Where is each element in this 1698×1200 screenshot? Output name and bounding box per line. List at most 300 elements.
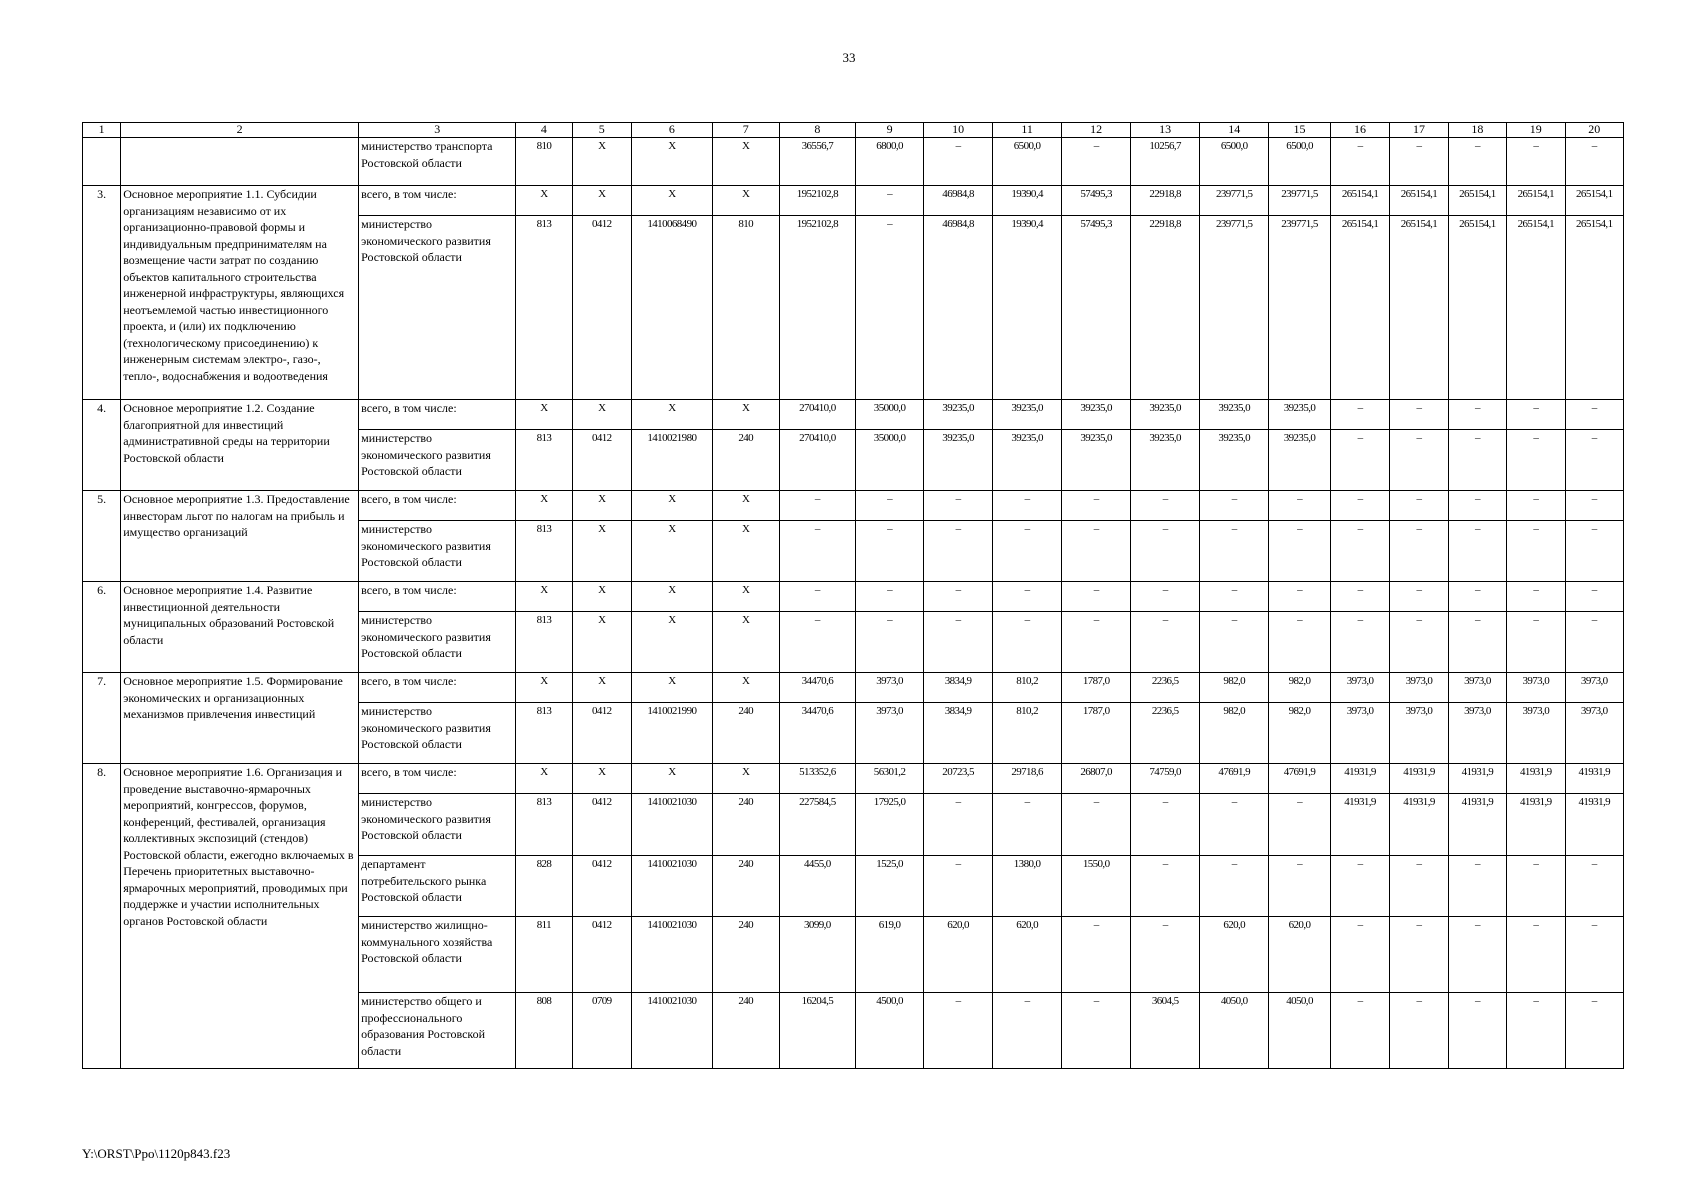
value-cell: 813 bbox=[516, 794, 572, 856]
value-cell: 19390,4 bbox=[993, 186, 1062, 216]
value-cell: 26807,0 bbox=[1062, 764, 1131, 794]
value-cell: 3973,0 bbox=[1390, 673, 1448, 703]
value-cell: X bbox=[572, 400, 631, 430]
value-cell: 828 bbox=[516, 856, 572, 917]
value-cell: – bbox=[1390, 138, 1448, 186]
value-cell: – bbox=[924, 856, 993, 917]
value-cell: – bbox=[1062, 612, 1131, 673]
value-cell: 1410021980 bbox=[632, 430, 713, 491]
value-cell: – bbox=[1448, 582, 1506, 612]
value-cell: – bbox=[1448, 400, 1506, 430]
value-cell: 46984,8 bbox=[924, 216, 993, 400]
value-cell: 239771,5 bbox=[1200, 216, 1269, 400]
value-cell: 4050,0 bbox=[1269, 993, 1331, 1069]
value-cell: – bbox=[1448, 138, 1506, 186]
value-cell: – bbox=[1131, 917, 1200, 993]
value-cell: – bbox=[1062, 794, 1131, 856]
value-cell: – bbox=[1062, 521, 1131, 582]
activity-name: Основное мероприятие 1.6. Организация и проведение выставочно-ярмарочных мероприятий, конгрессов, форумов, конференций, фестивалей, организация коллективных экспозиций (стендов) Ростовской области, ежегодно включаемых в Перечень приоритетных выставочно-ярмарочных мероприятий, проводимых при поддержке и участии исполнительных органов Ростовской области bbox=[121, 764, 359, 1069]
header-cell: 17 bbox=[1390, 123, 1448, 138]
value-cell: – bbox=[1565, 400, 1624, 430]
value-cell: – bbox=[1062, 582, 1131, 612]
row-index: 3. bbox=[83, 186, 121, 400]
value-cell: X bbox=[712, 491, 779, 521]
value-cell: 240 bbox=[712, 703, 779, 764]
value-cell: – bbox=[1390, 400, 1448, 430]
value-cell: 265154,1 bbox=[1330, 216, 1389, 400]
value-cell: 4050,0 bbox=[1200, 993, 1269, 1069]
value-cell: 39235,0 bbox=[1200, 430, 1269, 491]
value-cell: 56301,2 bbox=[856, 764, 924, 794]
value-cell: X bbox=[632, 400, 713, 430]
value-cell: X bbox=[516, 764, 572, 794]
table-row bbox=[83, 673, 1624, 703]
value-cell: 1410021030 bbox=[632, 917, 713, 993]
value-cell: 813 bbox=[516, 521, 572, 582]
row-index: 4. bbox=[83, 400, 121, 491]
value-cell: – bbox=[1448, 917, 1506, 993]
value-cell: X bbox=[516, 400, 572, 430]
value-cell: – bbox=[1062, 993, 1131, 1069]
value-cell: 813 bbox=[516, 703, 572, 764]
value-cell: 57495,3 bbox=[1062, 186, 1131, 216]
value-cell: X bbox=[632, 764, 713, 794]
header-cell: 2 bbox=[121, 123, 359, 138]
value-cell: 982,0 bbox=[1269, 673, 1331, 703]
value-cell: 34470,6 bbox=[779, 703, 855, 764]
value-cell: 3973,0 bbox=[1330, 673, 1389, 703]
value-cell: 29718,6 bbox=[993, 764, 1062, 794]
value-cell: 3099,0 bbox=[779, 917, 855, 993]
value-cell: 3834,9 bbox=[924, 703, 993, 764]
activity-name: Основное мероприятие 1.2. Создание благоприятной для инвестиций административной среды на территории Ростовской области bbox=[121, 400, 359, 491]
value-cell: – bbox=[1390, 430, 1448, 491]
value-cell: 620,0 bbox=[1200, 917, 1269, 993]
responsible-executor: министерство экономического развития Ростовской области bbox=[359, 794, 516, 856]
value-cell: 808 bbox=[516, 993, 572, 1069]
file-path-footer: Y:\ORST\Ppo\1120p843.f23 bbox=[82, 1146, 231, 1161]
responsible-executor: всего, в том числе: bbox=[359, 764, 516, 794]
value-cell: 239771,5 bbox=[1269, 216, 1331, 400]
value-cell: – bbox=[1330, 917, 1389, 993]
value-cell: 35000,0 bbox=[856, 430, 924, 491]
value-cell: – bbox=[1507, 582, 1565, 612]
value-cell: – bbox=[1448, 430, 1506, 491]
value-cell: X bbox=[516, 186, 572, 216]
value-cell: 1787,0 bbox=[1062, 703, 1131, 764]
responsible-executor: департамент потребительского рынка Ростовской области bbox=[359, 856, 516, 917]
value-cell: – bbox=[1330, 400, 1389, 430]
value-cell: – bbox=[993, 521, 1062, 582]
value-cell: – bbox=[1131, 491, 1200, 521]
value-cell: 20723,5 bbox=[924, 764, 993, 794]
value-cell: 265154,1 bbox=[1507, 216, 1565, 400]
header-cell: 14 bbox=[1200, 123, 1269, 138]
value-cell: – bbox=[1448, 521, 1506, 582]
value-cell: 6500,0 bbox=[993, 138, 1062, 186]
value-cell: 3973,0 bbox=[856, 673, 924, 703]
value-cell: 239771,5 bbox=[1269, 186, 1331, 216]
value-cell: 619,0 bbox=[856, 917, 924, 993]
value-cell: – bbox=[1269, 856, 1331, 917]
value-cell: 813 bbox=[516, 216, 572, 400]
value-cell: 3973,0 bbox=[856, 703, 924, 764]
value-cell: 240 bbox=[712, 993, 779, 1069]
value-cell: 1410021030 bbox=[632, 856, 713, 917]
value-cell: – bbox=[1390, 917, 1448, 993]
value-cell: X bbox=[712, 186, 779, 216]
value-cell: 41931,9 bbox=[1448, 764, 1506, 794]
value-cell: – bbox=[924, 138, 993, 186]
value-cell: 39235,0 bbox=[1269, 400, 1331, 430]
value-cell: 3973,0 bbox=[1390, 703, 1448, 764]
value-cell: – bbox=[1330, 521, 1389, 582]
header-cell: 6 bbox=[632, 123, 713, 138]
value-cell: – bbox=[1062, 917, 1131, 993]
value-cell: – bbox=[993, 612, 1062, 673]
value-cell: 265154,1 bbox=[1565, 186, 1624, 216]
value-cell: 3973,0 bbox=[1330, 703, 1389, 764]
value-cell: – bbox=[1565, 430, 1624, 491]
value-cell: 41931,9 bbox=[1565, 764, 1624, 794]
value-cell: 3973,0 bbox=[1448, 703, 1506, 764]
activity-name: Основное мероприятие 1.5. Формирование экономических и организационных механизмов привлечения инвестиций bbox=[121, 673, 359, 764]
value-cell: – bbox=[1507, 917, 1565, 993]
value-cell: X bbox=[712, 521, 779, 582]
value-cell: – bbox=[1330, 612, 1389, 673]
value-cell: – bbox=[1269, 794, 1331, 856]
value-cell: – bbox=[1390, 993, 1448, 1069]
row-index: 5. bbox=[83, 491, 121, 582]
value-cell: X bbox=[712, 612, 779, 673]
value-cell: – bbox=[993, 993, 1062, 1069]
value-cell: 265154,1 bbox=[1330, 186, 1389, 216]
responsible-executor: министерство жилищно-коммунального хозяйства Ростовской области bbox=[359, 917, 516, 993]
value-cell: 3973,0 bbox=[1565, 703, 1624, 764]
table-row bbox=[83, 582, 1624, 612]
value-cell: 17925,0 bbox=[856, 794, 924, 856]
responsible-executor: министерство экономического развития Ростовской области bbox=[359, 703, 516, 764]
value-cell: 3973,0 bbox=[1507, 673, 1565, 703]
activity-name: Основное мероприятие 1.1. Субсидии организациям независимо от их организационно-правовой формы и индивидуальным предпринимателям на возмещение части затрат по созданию объектов капитального строительства инженерной инфраструктуры, являющихся неотъемлемой частью инвестиционного проекта, и (или) их подключению (технологическому присоединению) к инженерным системам электро-, газо-, тепло-, водоснабжения и водоотведения bbox=[121, 186, 359, 400]
value-cell: 0412 bbox=[572, 430, 631, 491]
value-cell: X bbox=[572, 764, 631, 794]
value-cell: 240 bbox=[712, 794, 779, 856]
value-cell: – bbox=[1390, 612, 1448, 673]
value-cell: 41931,9 bbox=[1390, 794, 1448, 856]
value-cell: – bbox=[1131, 521, 1200, 582]
value-cell: X bbox=[712, 764, 779, 794]
value-cell: X bbox=[572, 138, 631, 186]
value-cell: X bbox=[516, 673, 572, 703]
value-cell: – bbox=[1507, 993, 1565, 1069]
row-index: 6. bbox=[83, 582, 121, 673]
value-cell: 810,2 bbox=[993, 703, 1062, 764]
value-cell: – bbox=[1269, 521, 1331, 582]
value-cell: – bbox=[779, 612, 855, 673]
value-cell: 3604,5 bbox=[1131, 993, 1200, 1069]
value-cell: 22918,8 bbox=[1131, 216, 1200, 400]
value-cell: 1410068490 bbox=[632, 216, 713, 400]
header-cell: 11 bbox=[993, 123, 1062, 138]
value-cell: X bbox=[572, 186, 631, 216]
value-cell: – bbox=[856, 582, 924, 612]
value-cell: 39235,0 bbox=[993, 430, 1062, 491]
value-cell: 4455,0 bbox=[779, 856, 855, 917]
value-cell: X bbox=[712, 138, 779, 186]
table-row bbox=[83, 138, 1624, 186]
value-cell: 265154,1 bbox=[1390, 186, 1448, 216]
value-cell: – bbox=[1330, 582, 1389, 612]
value-cell: – bbox=[1200, 491, 1269, 521]
value-cell: – bbox=[1131, 612, 1200, 673]
value-cell: 513352,6 bbox=[779, 764, 855, 794]
value-cell: 620,0 bbox=[1269, 917, 1331, 993]
value-cell: – bbox=[1390, 582, 1448, 612]
value-cell: 1380,0 bbox=[993, 856, 1062, 917]
value-cell: 3973,0 bbox=[1565, 673, 1624, 703]
value-cell: 620,0 bbox=[993, 917, 1062, 993]
value-cell: 47691,9 bbox=[1269, 764, 1331, 794]
value-cell: – bbox=[1330, 491, 1389, 521]
header-cell: 5 bbox=[572, 123, 631, 138]
value-cell: – bbox=[1269, 612, 1331, 673]
value-cell: – bbox=[856, 491, 924, 521]
budget-table bbox=[82, 122, 1624, 1069]
value-cell: X bbox=[632, 491, 713, 521]
value-cell: 34470,6 bbox=[779, 673, 855, 703]
value-cell: – bbox=[924, 521, 993, 582]
value-cell: – bbox=[856, 521, 924, 582]
value-cell: – bbox=[856, 612, 924, 673]
value-cell: – bbox=[1565, 491, 1624, 521]
value-cell: – bbox=[1131, 856, 1200, 917]
value-cell: – bbox=[1390, 521, 1448, 582]
value-cell: – bbox=[1507, 612, 1565, 673]
value-cell: 41931,9 bbox=[1448, 794, 1506, 856]
value-cell: 2236,5 bbox=[1131, 673, 1200, 703]
activity-name bbox=[121, 138, 359, 186]
value-cell: 39235,0 bbox=[1062, 400, 1131, 430]
value-cell: – bbox=[1507, 491, 1565, 521]
responsible-executor: министерство экономического развития Ростовской области bbox=[359, 612, 516, 673]
value-cell: 19390,4 bbox=[993, 216, 1062, 400]
responsible-executor: министерство экономического развития Ростовской области bbox=[359, 521, 516, 582]
value-cell: X bbox=[572, 612, 631, 673]
value-cell: – bbox=[1448, 612, 1506, 673]
value-cell: 265154,1 bbox=[1448, 216, 1506, 400]
table-row bbox=[83, 491, 1624, 521]
value-cell: – bbox=[856, 186, 924, 216]
value-cell: 1410021030 bbox=[632, 993, 713, 1069]
value-cell: 3834,9 bbox=[924, 673, 993, 703]
value-cell: 1952102,8 bbox=[779, 216, 855, 400]
value-cell: – bbox=[1565, 917, 1624, 993]
value-cell: X bbox=[572, 521, 631, 582]
value-cell: – bbox=[1565, 582, 1624, 612]
value-cell: 270410,0 bbox=[779, 400, 855, 430]
value-cell: X bbox=[712, 673, 779, 703]
value-cell: – bbox=[1565, 856, 1624, 917]
table-row bbox=[83, 186, 1624, 216]
value-cell: 1550,0 bbox=[1062, 856, 1131, 917]
value-cell: – bbox=[1131, 794, 1200, 856]
value-cell: 39235,0 bbox=[1131, 430, 1200, 491]
responsible-executor: всего, в том числе: bbox=[359, 582, 516, 612]
value-cell: 10256,7 bbox=[1131, 138, 1200, 186]
value-cell: 0412 bbox=[572, 856, 631, 917]
value-cell: 810,2 bbox=[993, 673, 1062, 703]
responsible-executor: министерство экономического развития Ростовской области bbox=[359, 430, 516, 491]
value-cell: 41931,9 bbox=[1507, 794, 1565, 856]
value-cell: – bbox=[1062, 138, 1131, 186]
header-cell: 20 bbox=[1565, 123, 1624, 138]
responsible-executor: министерство общего и профессионального образования Ростовской области bbox=[359, 993, 516, 1069]
value-cell: – bbox=[1507, 856, 1565, 917]
value-cell: X bbox=[632, 582, 713, 612]
value-cell: 265154,1 bbox=[1507, 186, 1565, 216]
header-cell: 7 bbox=[712, 123, 779, 138]
header-cell: 15 bbox=[1269, 123, 1331, 138]
value-cell: – bbox=[1507, 138, 1565, 186]
value-cell: 811 bbox=[516, 917, 572, 993]
value-cell: – bbox=[993, 582, 1062, 612]
value-cell: X bbox=[516, 491, 572, 521]
value-cell: 0412 bbox=[572, 703, 631, 764]
header-cell: 18 bbox=[1448, 123, 1506, 138]
value-cell: 57495,3 bbox=[1062, 216, 1131, 400]
header-cell: 16 bbox=[1330, 123, 1389, 138]
value-cell: 240 bbox=[712, 917, 779, 993]
value-cell: – bbox=[924, 794, 993, 856]
table-row bbox=[83, 764, 1624, 794]
value-cell: – bbox=[1330, 430, 1389, 491]
value-cell: X bbox=[632, 138, 713, 186]
value-cell: 47691,9 bbox=[1200, 764, 1269, 794]
value-cell: – bbox=[1200, 582, 1269, 612]
value-cell: 0412 bbox=[572, 917, 631, 993]
value-cell: 39235,0 bbox=[993, 400, 1062, 430]
value-cell: – bbox=[779, 491, 855, 521]
value-cell: X bbox=[712, 400, 779, 430]
header-cell: 3 bbox=[359, 123, 516, 138]
value-cell: X bbox=[572, 582, 631, 612]
header-cell: 8 bbox=[779, 123, 855, 138]
value-cell: – bbox=[1565, 521, 1624, 582]
value-cell: – bbox=[993, 794, 1062, 856]
value-cell: 240 bbox=[712, 430, 779, 491]
value-cell: X bbox=[632, 186, 713, 216]
row-index: 7. bbox=[83, 673, 121, 764]
value-cell: – bbox=[1200, 521, 1269, 582]
value-cell: – bbox=[1507, 430, 1565, 491]
value-cell: – bbox=[1200, 856, 1269, 917]
value-cell: 41931,9 bbox=[1330, 794, 1389, 856]
row-index bbox=[83, 138, 121, 186]
value-cell: – bbox=[1200, 612, 1269, 673]
value-cell: 22918,8 bbox=[1131, 186, 1200, 216]
responsible-executor: министерство экономического развития Ростовской области bbox=[359, 216, 516, 400]
row-index: 8. bbox=[83, 764, 121, 1069]
value-cell: 982,0 bbox=[1200, 703, 1269, 764]
value-cell: 39235,0 bbox=[1200, 400, 1269, 430]
value-cell: – bbox=[1131, 582, 1200, 612]
value-cell: – bbox=[1507, 521, 1565, 582]
value-cell: 16204,5 bbox=[779, 993, 855, 1069]
value-cell: – bbox=[924, 491, 993, 521]
header-cell: 12 bbox=[1062, 123, 1131, 138]
value-cell: 0709 bbox=[572, 993, 631, 1069]
value-cell: – bbox=[1200, 794, 1269, 856]
header-cell: 1 bbox=[83, 123, 121, 138]
responsible-executor: всего, в том числе: bbox=[359, 673, 516, 703]
value-cell: 813 bbox=[516, 612, 572, 673]
responsible-executor: всего, в том числе: bbox=[359, 491, 516, 521]
value-cell: – bbox=[1269, 491, 1331, 521]
value-cell: 0412 bbox=[572, 794, 631, 856]
value-cell: – bbox=[1062, 491, 1131, 521]
header-cell: 4 bbox=[516, 123, 572, 138]
responsible-executor: всего, в том числе: bbox=[359, 400, 516, 430]
value-cell: 265154,1 bbox=[1565, 216, 1624, 400]
value-cell: – bbox=[779, 582, 855, 612]
value-cell: – bbox=[1448, 856, 1506, 917]
value-cell: 3973,0 bbox=[1507, 703, 1565, 764]
value-cell: – bbox=[993, 491, 1062, 521]
value-cell: X bbox=[632, 612, 713, 673]
value-cell: 6500,0 bbox=[1200, 138, 1269, 186]
value-cell: – bbox=[1269, 582, 1331, 612]
value-cell: 265154,1 bbox=[1448, 186, 1506, 216]
value-cell: 39235,0 bbox=[1131, 400, 1200, 430]
value-cell: 982,0 bbox=[1200, 673, 1269, 703]
header-cell: 13 bbox=[1131, 123, 1200, 138]
value-cell: – bbox=[1330, 993, 1389, 1069]
activity-name: Основное мероприятие 1.3. Предоставление инвесторам льгот по налогам на прибыль и имущество организаций bbox=[121, 491, 359, 582]
value-cell: X bbox=[572, 673, 631, 703]
value-cell: – bbox=[1565, 612, 1624, 673]
value-cell: 41931,9 bbox=[1565, 794, 1624, 856]
value-cell: 41931,9 bbox=[1507, 764, 1565, 794]
value-cell: 1410021990 bbox=[632, 703, 713, 764]
value-cell: 39235,0 bbox=[924, 400, 993, 430]
value-cell: 39235,0 bbox=[1269, 430, 1331, 491]
value-cell: X bbox=[632, 521, 713, 582]
value-cell: 620,0 bbox=[924, 917, 993, 993]
value-cell: 270410,0 bbox=[779, 430, 855, 491]
value-cell: – bbox=[856, 216, 924, 400]
value-cell: 41931,9 bbox=[1390, 764, 1448, 794]
value-cell: – bbox=[1448, 993, 1506, 1069]
value-cell: 6500,0 bbox=[1269, 138, 1331, 186]
value-cell: 265154,1 bbox=[1390, 216, 1448, 400]
value-cell: 2236,5 bbox=[1131, 703, 1200, 764]
value-cell: 0412 bbox=[572, 216, 631, 400]
value-cell: – bbox=[1565, 138, 1624, 186]
value-cell: 4500,0 bbox=[856, 993, 924, 1069]
header-cell: 19 bbox=[1507, 123, 1565, 138]
value-cell: 35000,0 bbox=[856, 400, 924, 430]
value-cell: 1787,0 bbox=[1062, 673, 1131, 703]
value-cell: – bbox=[1390, 491, 1448, 521]
value-cell: 813 bbox=[516, 430, 572, 491]
responsible-executor: министерство транспорта Ростовской области bbox=[359, 138, 516, 186]
value-cell: – bbox=[1448, 491, 1506, 521]
value-cell: 1410021030 bbox=[632, 794, 713, 856]
header-cell: 10 bbox=[924, 123, 993, 138]
value-cell: 39235,0 bbox=[1062, 430, 1131, 491]
value-cell: X bbox=[516, 582, 572, 612]
